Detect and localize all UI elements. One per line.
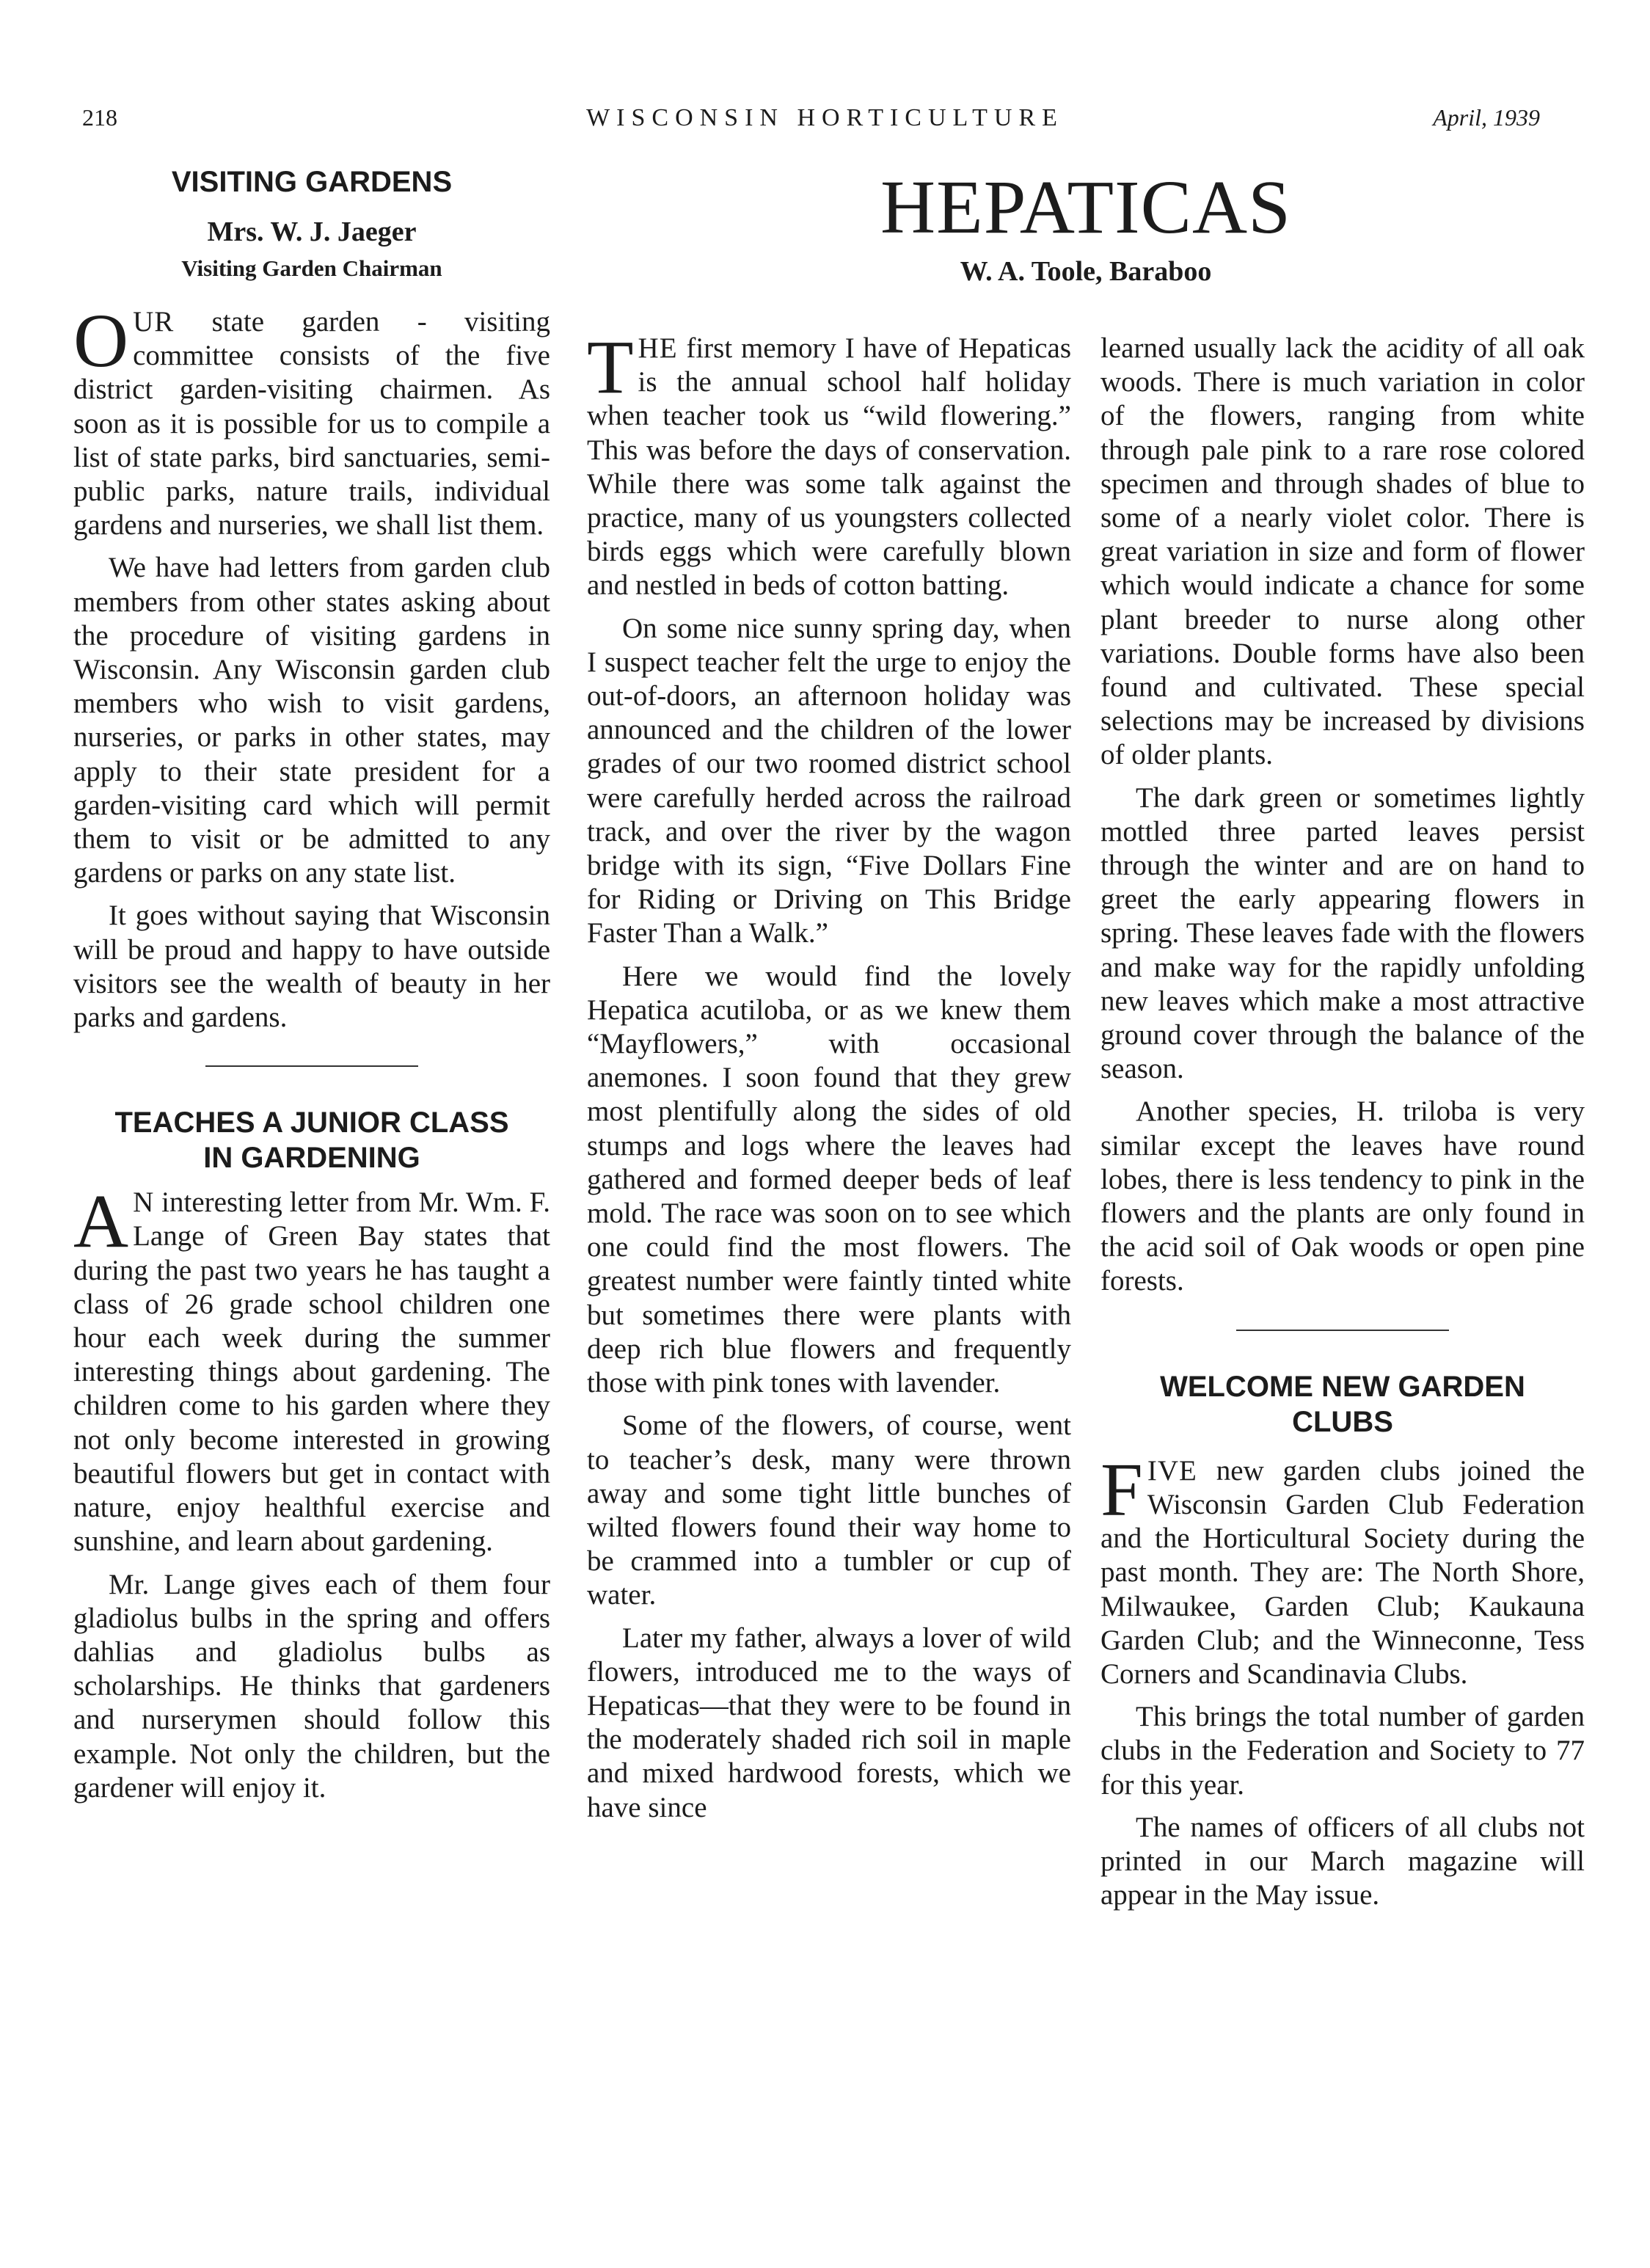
publication-title: WISCONSIN HORTICULTURE (586, 104, 1064, 131)
hepaticas-paragraph-5: Later my father, always a lover of wild flowers, introduced me to the ways of Hepaticas—that they were to be found in the moderately shaded rich soil in maple and mixed hardwood forests, which we have since (587, 1622, 1071, 1823)
welcome-paragraph-1: FIVE new garden clubs joined the Wisconsin Garden Club Federation and the Horticultural Society during the past month. They are: The North Shore, Milwaukee, Garden Club; Kaukauna Garden Club; and the Winneconne, Tess Corners and Scandinavia Clubs. (1100, 1447, 1585, 1690)
visiting-gardens-author: Mrs. W. J. Jaeger (207, 216, 417, 247)
hepaticas-paragraph-1: THE first memory I have of Hepaticas is the annual school half holiday when teacher took us “wild flowering.” This was before the days of conservation. While there was some talk against the practice, many of us youngsters collected birds eggs which were carefully blown and nestled in beds of cotton batting. (587, 325, 1071, 602)
hepaticas-author: W. A. Toole, Baraboo (960, 256, 1212, 287)
junior-paragraph-2: Mr. Lange gives each of them four gladiolus bulbs in the spring and offers dahlias and gladiolus bulbs as scholarships. He thinks that gardeners and nurserymen should follow this example. Not only the children, but the gardener will enjoy it. (73, 1568, 550, 1804)
junior-class-heading: TEACHES A JUNIOR CLASS IN GARDENING (114, 1106, 509, 1175)
column-left (73, 164, 550, 1814)
drop-cap: O (73, 299, 129, 383)
visiting-paragraph-1: OUR state garden - visiting committee consists of the five district garden-visiting chairmen. As soon as it is possible for us to compile a list of state parks, bird sanctuaries, semi-public parks, nature trails, individual gardens and nurseries, we shall list them. (73, 299, 550, 542)
column-right (1100, 332, 1585, 1921)
drop-cap: T (587, 325, 634, 409)
visiting-paragraph-2: We have had letters from garden club members from other states asking about the procedure of visiting gardens in Wisconsin. Any Wisconsin garden club members who wish to visit gardens, nurseries, or parks in other states, may apply to their state president for a garden-visiting card which will permit them to visit or be admitted to any gardens or parks on any state list. (73, 552, 550, 889)
visiting-gardens-heading: VISITING GARDENS (171, 166, 453, 198)
welcome-paragraph-3: The names of officers of all clubs not printed in our March magazine will appear in the May issue. (1100, 1811, 1585, 1911)
section-divider (1236, 1330, 1449, 1331)
junior-paragraph-1: A N interesting letter from Mr. Wm. F. Lange of Green Bay states that during the past two years he has taught a class of 26 grade school children one hour each week during the summer interesting things about gardening. The children come to his garden where they not only become interested in growing beautiful flowers but get in contact with nature, enjoy healthful exercise and sunshine, and learn about gardening. (73, 1179, 550, 1558)
hepaticas-title: HEPATICAS (880, 165, 1291, 249)
hepaticas-paragraph-7: The dark green or sometimes lightly mottled three parted leaves persist through the winter and are on hand to greet the early appearing flowers in spring. These leaves fade with the flowers and make way for the rapidly unfolding new leaves which make a most attractive ground cover through the balance of the season. (1100, 781, 1585, 1085)
drop-cap: A (73, 1179, 129, 1264)
hepaticas-paragraph-8: Another species, H. triloba is very similar except the leaves have round lobes, there is less tendency to pink in the flowers and the plants are only found in the acid soil of Oak woods or open pine forests. (1100, 1095, 1585, 1297)
column-middle (587, 325, 1071, 1834)
welcome-clubs-heading: WELCOME NEW GARDEN CLUBS (1160, 1370, 1525, 1438)
visiting-paragraph-3: It goes without saying that Wisconsin will be proud and happy to have outside visitors see the wealth of beauty in her parks and gardens. (73, 900, 550, 1034)
welcome-paragraph-2: This brings the total number of garden clubs in the Federation and Society to 77 for this year. (1100, 1701, 1585, 1801)
hepaticas-paragraph-4: Some of the flowers, of course, went to teacher’s desk, many were thrown away and some tight little bunches of wilted flowers found their way home to be crammed into a tumbler or cup of water. (587, 1410, 1071, 1611)
drop-cap: F (1100, 1447, 1143, 1532)
hepaticas-paragraph-3: Here we would find the lovely Hepatica acutiloba, or as we knew them “Mayflowers,” with occasional anemones. I soon found that they grew most plentifully along the sides of old stumps and logs where the leaves had gathered and formed deeper beds of leaf mold. The race was soon on to see which one could find the most flowers. The greatest number were faintly tinted white but sometimes there were plants with deep rich blue flowers and frequently those with pink tones with lavender. (587, 960, 1071, 1399)
hepaticas-paragraph-2: On some nice sunny spring day, when I suspect teacher felt the urge to enjoy the out-of-doors, an afternoon holiday was announced and the children of the lower grades of our two roomed district school were carefully herded across the railroad track, and over the river by the wagon bridge with its sign, “Five Dollars Fine for Riding or Driving on This Bridge Faster Than a Walk.” (587, 612, 1071, 949)
issue-date: April, 1939 (1433, 104, 1540, 131)
hepaticas-paragraph-6: learned usually lack the acidity of all oak woods. There is much variation in color of the flowers, ranging from white through pale pink to a rare rose colored specimen and through shades of blue to some of a nearly violet color. There is great variation in size and form of flower which would indicate a chance for some plant breeder to nurse along other variations. Double forms have also been found and cultivated. These special selections may be increased by divisions of older plants. (1100, 332, 1585, 771)
section-divider (205, 1065, 418, 1067)
visiting-gardens-role: Visiting Garden Chairman (181, 255, 442, 281)
page-number: 218 (82, 104, 117, 131)
